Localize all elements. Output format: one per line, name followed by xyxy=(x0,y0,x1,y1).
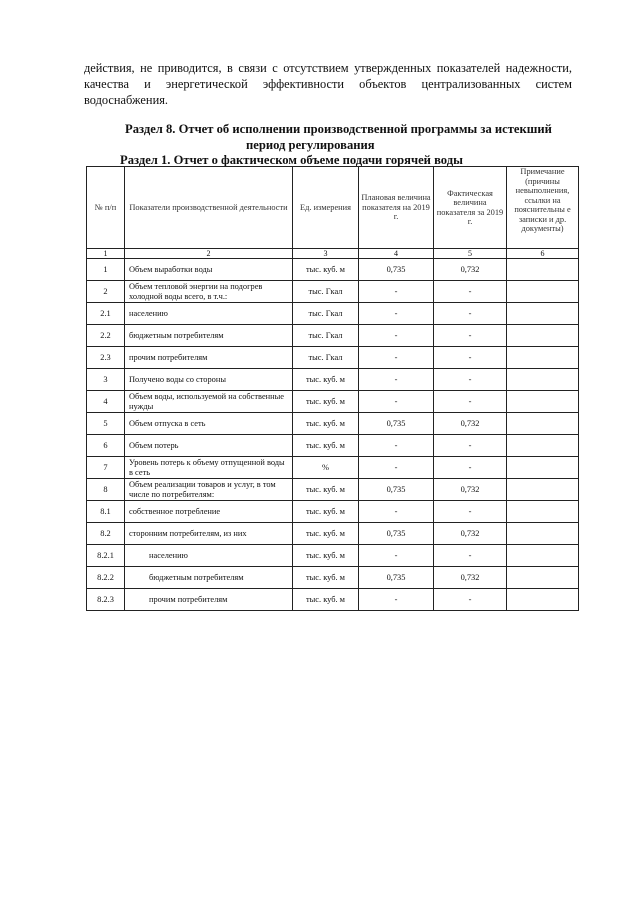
row-number: 8 xyxy=(87,479,125,501)
row-plan-value: - xyxy=(359,325,434,347)
row-unit: тыс. Гкал xyxy=(293,303,359,325)
row-fact-value: - xyxy=(434,391,507,413)
row-fact-value: 0,732 xyxy=(434,413,507,435)
table-row xyxy=(87,281,579,303)
row-number: 8.2.3 xyxy=(87,589,125,611)
row-fact-value: 0,732 xyxy=(434,523,507,545)
row-unit: тыс. куб. м xyxy=(293,567,359,589)
row-number: 7 xyxy=(87,457,125,479)
row-indicator: Объем воды, используемой на собственные нужды xyxy=(125,391,293,413)
header-unit: Ед. измерения xyxy=(293,167,359,249)
row-unit: тыс. куб. м xyxy=(293,391,359,413)
intro-paragraph xyxy=(84,60,572,108)
row-note xyxy=(507,501,579,523)
row-indicator: населению xyxy=(125,303,293,325)
row-plan-value: - xyxy=(359,347,434,369)
row-number: 5 xyxy=(87,413,125,435)
row-plan-value: - xyxy=(359,545,434,567)
row-indicator: Объем реализации товаров и услуг, в том числе по потребителям: xyxy=(125,479,293,501)
intro-line: водоснабжения. xyxy=(84,93,168,107)
section8-title-continuation: период регулирования xyxy=(246,138,375,152)
column-number: 6 xyxy=(507,249,579,259)
intro-line: действия, не приводится, в связи с отсутствием утвержденных показателей надежности, xyxy=(84,61,572,75)
table-row xyxy=(87,369,579,391)
row-number: 6 xyxy=(87,435,125,457)
row-number: 2 xyxy=(87,281,125,303)
row-fact-value: - xyxy=(434,435,507,457)
column-number: 5 xyxy=(434,249,507,259)
row-indicator: Объем потерь xyxy=(125,435,293,457)
row-plan-value: 0,735 xyxy=(359,567,434,589)
table-row xyxy=(87,325,579,347)
table-row xyxy=(87,567,579,589)
row-fact-value: 0,732 xyxy=(434,259,507,281)
row-fact-value: - xyxy=(434,545,507,567)
row-note xyxy=(507,347,579,369)
table-row xyxy=(87,501,579,523)
row-plan-value: - xyxy=(359,369,434,391)
row-note xyxy=(507,413,579,435)
row-note xyxy=(507,369,579,391)
row-fact-value: - xyxy=(434,457,507,479)
row-indicator: прочим потребителям xyxy=(125,589,293,611)
header-num: № п/п xyxy=(87,167,125,249)
row-fact-value: 0,732 xyxy=(434,479,507,501)
table-row xyxy=(87,523,579,545)
section1-title: Раздел 1. Отчет о фактическом объеме подачи горячей воды xyxy=(120,153,463,167)
row-unit: тыс. куб. м xyxy=(293,523,359,545)
section8-title: Раздел 8. Отчет об исполнении производственной программы за истекший xyxy=(125,122,552,136)
row-number: 2.3 xyxy=(87,347,125,369)
row-note xyxy=(507,545,579,567)
row-note xyxy=(507,303,579,325)
row-indicator: сторонним потребителям, из них xyxy=(125,523,293,545)
row-unit: тыс. Гкал xyxy=(293,281,359,303)
table-row xyxy=(87,589,579,611)
row-unit: тыс. куб. м xyxy=(293,369,359,391)
row-plan-value: 0,735 xyxy=(359,259,434,281)
table-header-row xyxy=(87,167,579,249)
row-unit: тыс. куб. м xyxy=(293,501,359,523)
column-number-row xyxy=(87,249,579,259)
table-row xyxy=(87,479,579,501)
column-number: 1 xyxy=(87,249,125,259)
row-note xyxy=(507,325,579,347)
row-indicator: населению xyxy=(125,545,293,567)
row-number: 4 xyxy=(87,391,125,413)
column-number: 2 xyxy=(125,249,293,259)
column-number: 4 xyxy=(359,249,434,259)
row-fact-value: 0,732 xyxy=(434,567,507,589)
header-plan: Плановая величина показателя на 2019 г. xyxy=(359,167,434,249)
row-plan-value: - xyxy=(359,501,434,523)
row-number: 8.2.2 xyxy=(87,567,125,589)
row-note xyxy=(507,259,579,281)
row-unit: тыс. куб. м xyxy=(293,435,359,457)
row-number: 8.1 xyxy=(87,501,125,523)
intro-line: качества и энергетической эффективности объектов централизованных систем xyxy=(84,77,572,91)
row-unit: тыс. куб. м xyxy=(293,545,359,567)
table-row xyxy=(87,259,579,281)
row-number: 8.2.1 xyxy=(87,545,125,567)
row-note xyxy=(507,523,579,545)
header-indicator: Показатели производственной деятельности xyxy=(125,167,293,249)
row-plan-value: 0,735 xyxy=(359,413,434,435)
row-note xyxy=(507,281,579,303)
row-number: 3 xyxy=(87,369,125,391)
row-number: 2.2 xyxy=(87,325,125,347)
row-indicator: Объем отпуска в сеть xyxy=(125,413,293,435)
row-indicator: Объем выработки воды xyxy=(125,259,293,281)
row-fact-value: - xyxy=(434,325,507,347)
table-row xyxy=(87,457,579,479)
row-plan-value: - xyxy=(359,457,434,479)
row-plan-value: 0,735 xyxy=(359,523,434,545)
row-indicator: собственное потребление xyxy=(125,501,293,523)
row-indicator: бюджетным потребителям xyxy=(125,567,293,589)
header-note: Примечание (причины невыполнения, ссылки на пояснительны е записки и др. документы) xyxy=(507,167,579,249)
row-note xyxy=(507,457,579,479)
row-unit: тыс. куб. м xyxy=(293,479,359,501)
row-note xyxy=(507,589,579,611)
row-indicator: Объем тепловой энергии на подогрев холодной воды всего, в т.ч.: xyxy=(125,281,293,303)
row-unit: тыс. Гкал xyxy=(293,325,359,347)
row-plan-value: - xyxy=(359,281,434,303)
row-plan-value: - xyxy=(359,435,434,457)
row-plan-value: - xyxy=(359,303,434,325)
table-row xyxy=(87,303,579,325)
row-unit: тыс. куб. м xyxy=(293,589,359,611)
row-number: 8.2 xyxy=(87,523,125,545)
row-unit: % xyxy=(293,457,359,479)
table-row xyxy=(87,347,579,369)
row-number: 2.1 xyxy=(87,303,125,325)
row-number: 1 xyxy=(87,259,125,281)
header-fact: Фактическая величина показателя за 2019 г. xyxy=(434,167,507,249)
row-fact-value: - xyxy=(434,303,507,325)
row-fact-value: - xyxy=(434,281,507,303)
row-note xyxy=(507,567,579,589)
row-plan-value: - xyxy=(359,391,434,413)
table-row xyxy=(87,391,579,413)
row-plan-value: 0,735 xyxy=(359,479,434,501)
row-note xyxy=(507,391,579,413)
table-row xyxy=(87,413,579,435)
row-unit: тыс. куб. м xyxy=(293,413,359,435)
row-unit: тыс. куб. м xyxy=(293,259,359,281)
row-note xyxy=(507,479,579,501)
report-table xyxy=(86,166,579,611)
row-note xyxy=(507,435,579,457)
row-fact-value: - xyxy=(434,369,507,391)
row-indicator: прочим потребителям xyxy=(125,347,293,369)
column-number: 3 xyxy=(293,249,359,259)
row-indicator: бюджетным потребителям xyxy=(125,325,293,347)
row-fact-value: - xyxy=(434,501,507,523)
row-indicator: Получено воды со стороны xyxy=(125,369,293,391)
row-fact-value: - xyxy=(434,347,507,369)
table-row xyxy=(87,435,579,457)
row-indicator: Уровень потерь к объему отпущенной воды в сеть xyxy=(125,457,293,479)
row-unit: тыс. Гкал xyxy=(293,347,359,369)
row-fact-value: - xyxy=(434,589,507,611)
table-row xyxy=(87,545,579,567)
row-plan-value: - xyxy=(359,589,434,611)
